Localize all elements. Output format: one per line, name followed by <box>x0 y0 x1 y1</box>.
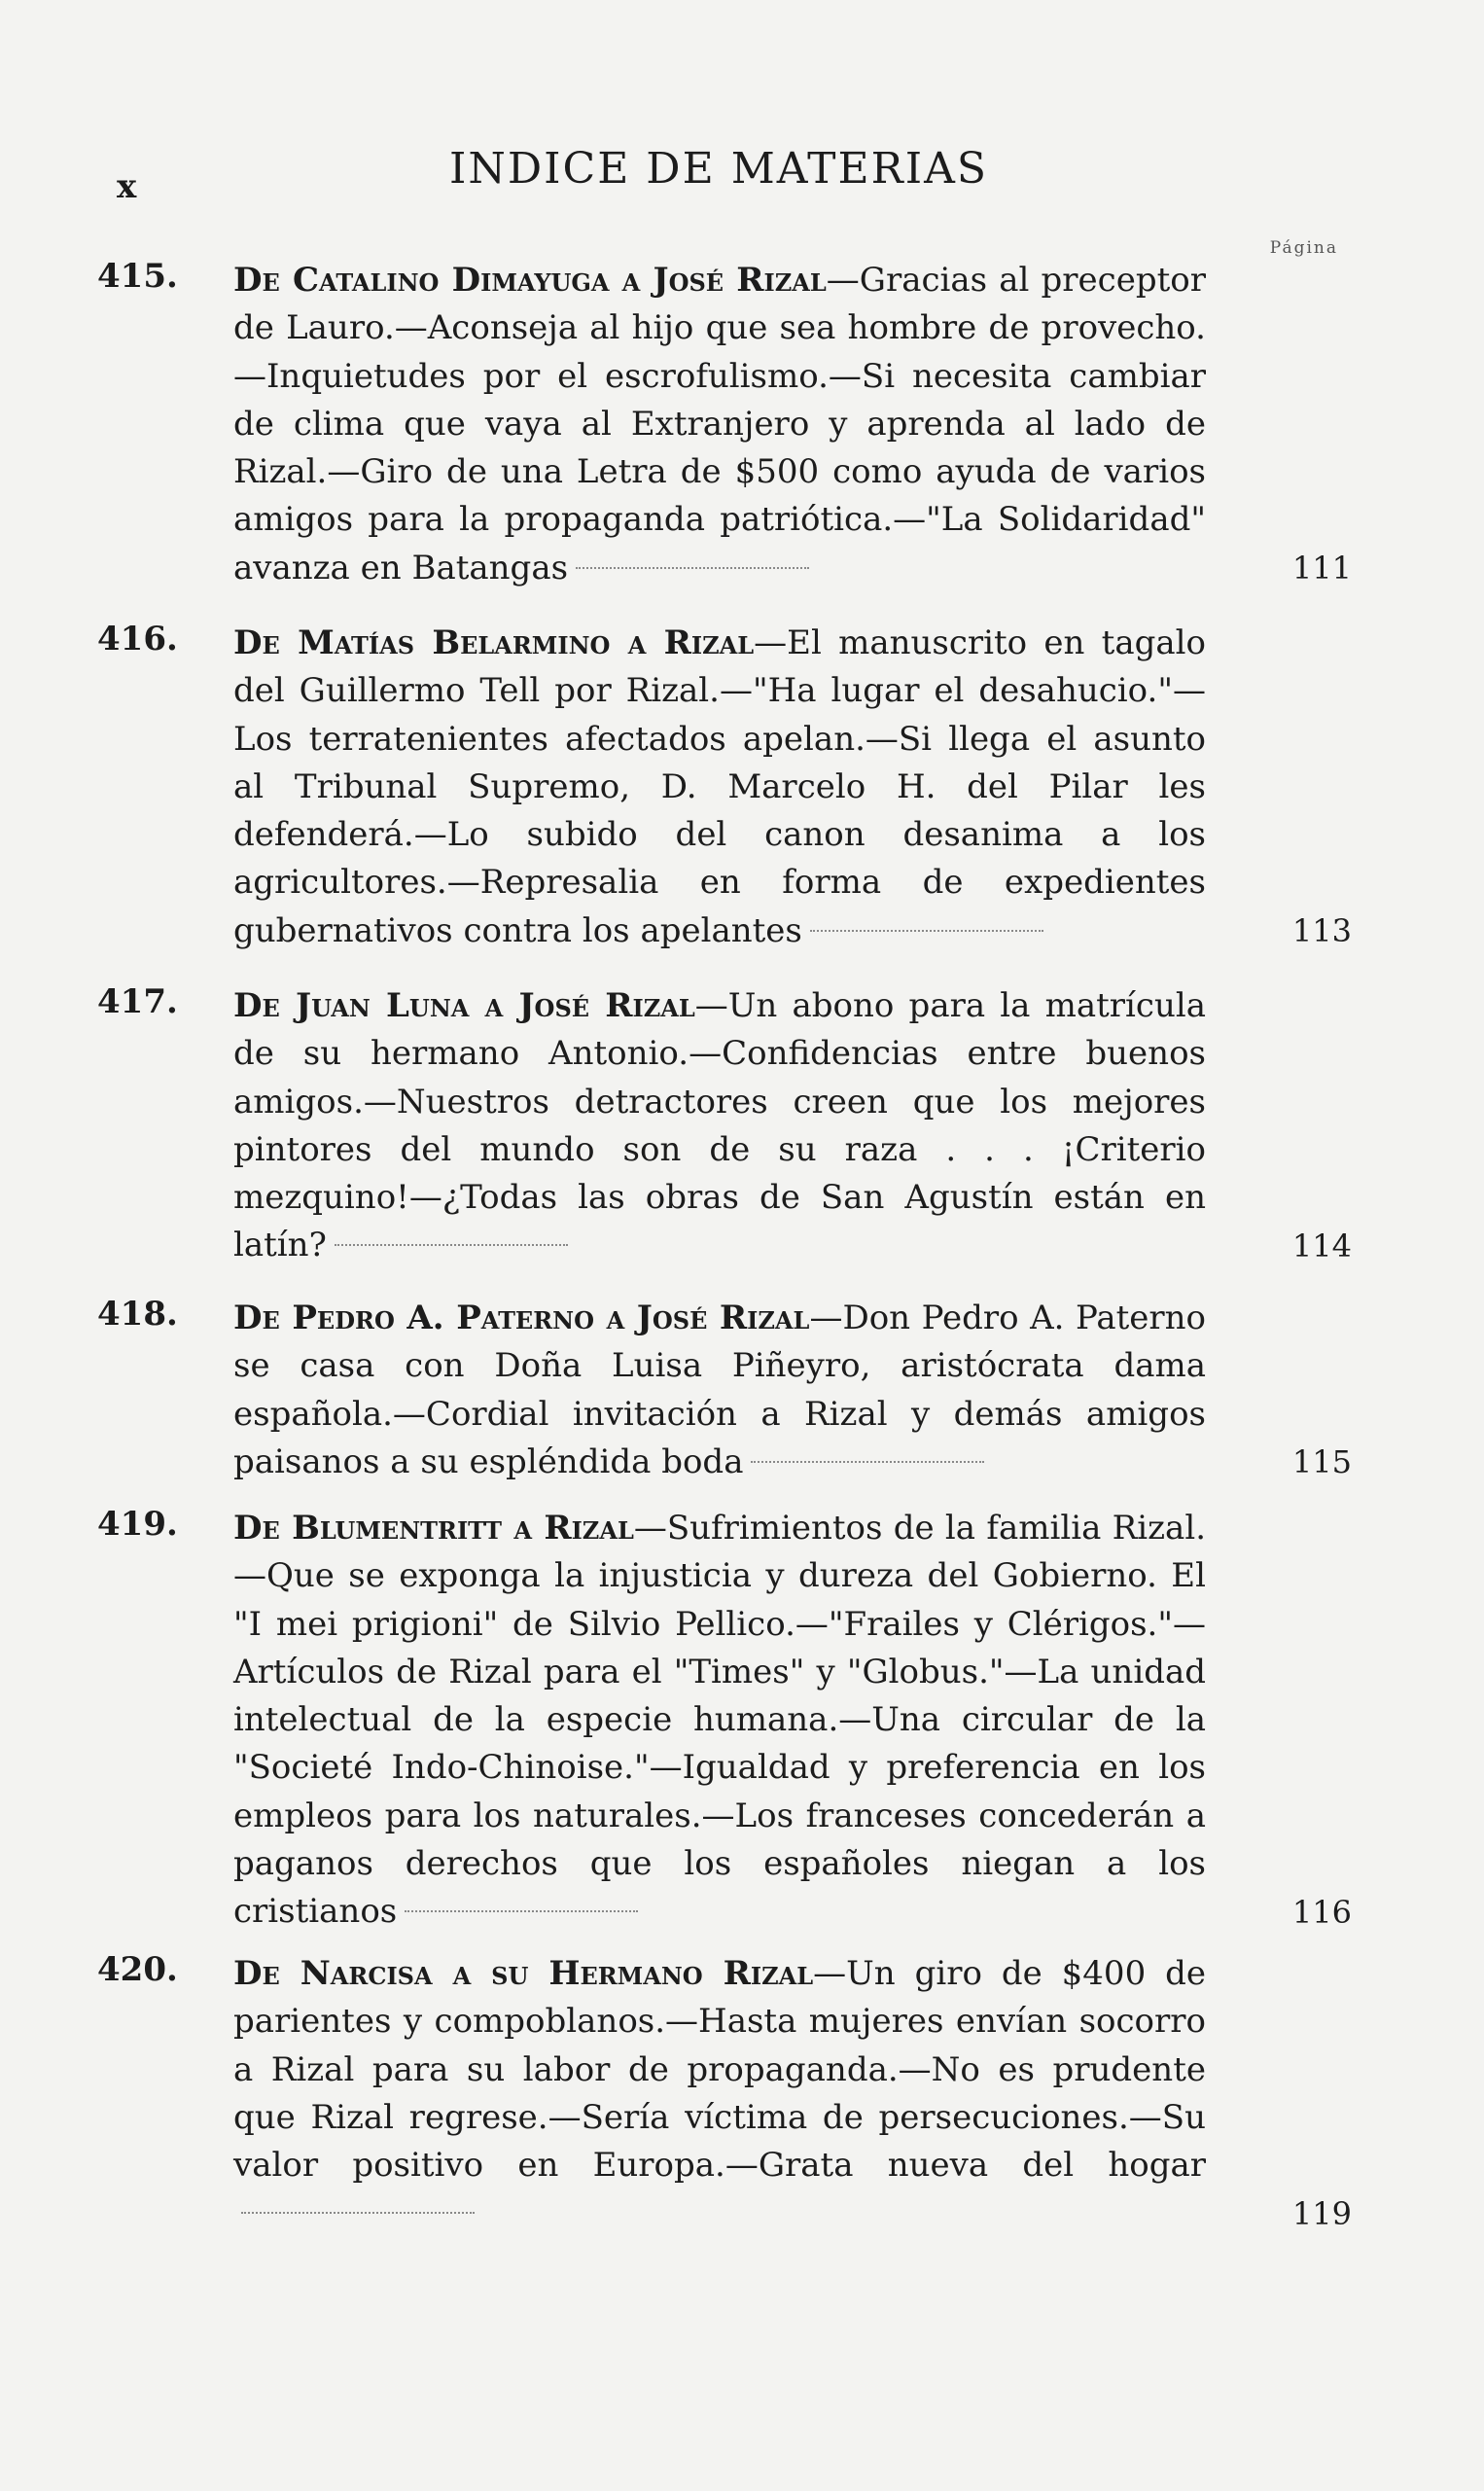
entry-number: 420. <box>97 1950 178 1989</box>
dot-leader <box>576 567 809 569</box>
page-column-label: Página <box>1269 238 1338 258</box>
entry-number: 415. <box>97 257 178 296</box>
entry-text <box>233 1950 1206 2238</box>
entry-author: De Matías Belarmino a Rizal <box>233 623 755 662</box>
entry-text <box>233 257 1206 592</box>
toc-entry-418 <box>97 1295 1352 1486</box>
dot-leader <box>810 930 1043 932</box>
dot-leader <box>241 2212 475 2214</box>
entry-summary: —Don Pedro A. Paterno se casa con Doña Luisa Piñeyro, aristócrata dama española.—Cordial invitación a Rizal y demás amigos paisanos a su espléndida boda <box>233 1299 1206 1481</box>
entry-text <box>233 620 1206 955</box>
entry-summary: —El manuscrito en tagalo del Guillermo Tell por Rizal.—"Ha lugar el desahucio."—Los terratenientes afectados apelan.—Si llega el asunto al Tribunal Supremo, D. Marcelo H. del Pilar les defenderá.—Lo subido del canon desanima a los agricultores.—Represalia en forma de expedientes gubernativos contra los apelantes <box>233 623 1206 950</box>
entry-page: 114 <box>1291 1227 1352 1264</box>
dot-leader <box>335 1244 568 1246</box>
entry-number: 419. <box>97 1505 178 1544</box>
entry-page: 115 <box>1291 1443 1352 1481</box>
page-title: INDICE DE MATERIAS <box>449 144 989 194</box>
dot-leader <box>751 1461 984 1463</box>
toc-entry-417 <box>97 982 1352 1270</box>
toc-entry-415 <box>97 257 1352 592</box>
entry-text <box>233 1295 1206 1486</box>
entry-page: 111 <box>1291 550 1352 587</box>
entry-author: De Blumentritt a Rizal <box>233 1509 634 1548</box>
entry-page: 116 <box>1291 1893 1352 1931</box>
entry-author: De Narcisa a su Hermano Rizal <box>233 1954 814 1993</box>
entry-number: 418. <box>97 1295 178 1334</box>
entry-summary: —Gracias al preceptor de Lauro.—Aconseja al hijo que sea hombre de provecho.—Inquietudes por el escrofulismo.—Si necesita cambiar de clima que vaya al Extranjero y aprenda al lado de Rizal.—Giro de una Letra de $500 como ayuda de varios amigos para la propaganda patriótica.—"La Solidaridad" avanza en Batangas <box>233 261 1206 587</box>
page-number: x <box>117 167 137 206</box>
entry-page: 119 <box>1291 2194 1352 2232</box>
toc-entry-419 <box>97 1505 1352 1937</box>
entry-summary: —Sufrimientos de la familia Rizal.—Que se exponga la injusticia y dureza del Gobierno. El "I mei prigioni" de Silvio Pellico.—"Frailes y Clérigos."—Artículos de Rizal para el "Times" y "Globus."—La unidad intelectual de la especie humana.—Una circular de la "Societé Indo-Chinoise."—Igualdad y preferencia en los empleos para los naturales.—Los franceses concederán a paganos derechos que los españoles niegan a los cristianos <box>233 1509 1207 1932</box>
toc-entry-420 <box>97 1950 1352 2238</box>
entry-text <box>233 982 1206 1270</box>
entry-text <box>233 1505 1206 1937</box>
entry-author: De Juan Luna a José Rizal <box>233 986 695 1025</box>
entry-summary: —Un abono para la matrícula de su hermano Antonio.—Confidencias entre buenos amigos.—Nuestros detractores creen que los mejores pintores del mundo son de su raza . . . ¡Criterio mezquino!—¿Todas las obras de San Agustín están en latín? <box>233 986 1206 1265</box>
entry-page: 113 <box>1291 912 1352 950</box>
entry-author: De Pedro A. Paterno a José Rizal <box>233 1299 810 1337</box>
toc-entry-416 <box>97 620 1352 955</box>
entry-number: 417. <box>97 982 178 1021</box>
page-header <box>0 144 1484 206</box>
entry-summary: —Un giro de $400 de parientes y compoblanos.—Hasta mujeres envían socorro a Rizal para su labor de propaganda.—No es prudente que Rizal regrese.—Sería víctima de persecuciones.—Su valor positivo en Europa.—Grata nueva del hogar <box>233 1954 1206 2186</box>
entry-number: 416. <box>97 620 178 658</box>
dot-leader <box>405 1910 638 1912</box>
entry-author: De Catalino Dimayuga a José Rizal <box>233 261 827 300</box>
